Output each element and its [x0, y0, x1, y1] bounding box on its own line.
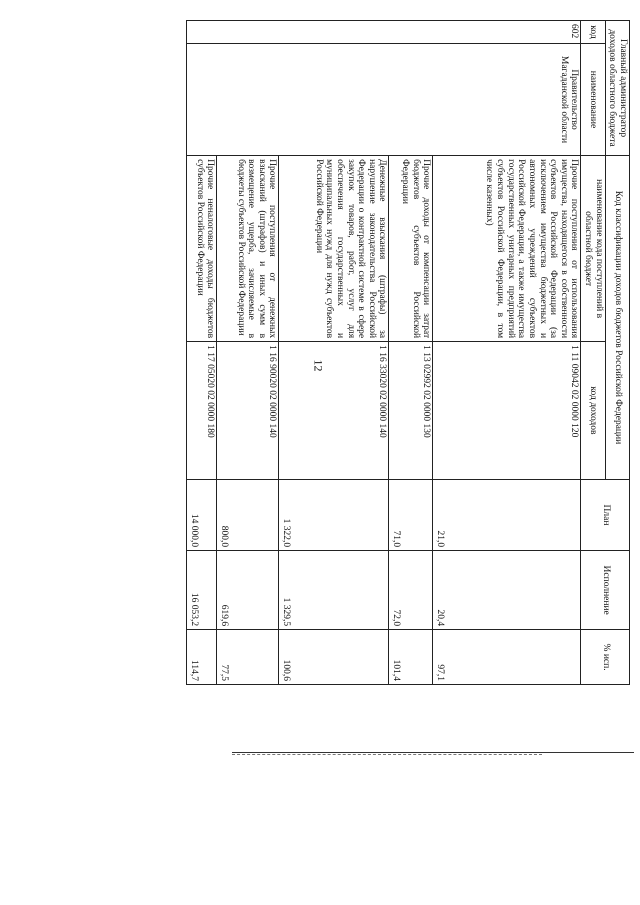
- percent-value: 101,4: [389, 630, 433, 685]
- header-income-code: код доходов: [581, 342, 605, 480]
- header-percent: % исп.: [581, 630, 630, 685]
- revenue-table: [187, 20, 631, 685]
- bottom-rule-faint: [232, 754, 542, 755]
- header-income-name: наименование кода поступлений в областной бюджет: [581, 156, 605, 342]
- percent-value: 77,5: [217, 630, 279, 685]
- percent-value: 114,7: [187, 630, 217, 685]
- income-name: Прочие неналоговые доходы бюджетов субъектов Российской Федерации: [187, 156, 217, 342]
- table-row: [433, 21, 581, 685]
- header-name: наименование: [581, 43, 605, 155]
- execution-value: 72,0: [389, 551, 433, 630]
- income-name: Прочие поступления от денежных взысканий (штрафов) и иных сумм в возмещение ущерба, зачисляемые в бюджеты субъектов Российской Федерации: [217, 156, 279, 342]
- header-row-top: [605, 21, 629, 685]
- income-code: 1 17 05020 02 0000 180: [187, 342, 217, 480]
- execution-value: 619,6: [217, 551, 279, 630]
- execution-value: 1 329,5: [279, 551, 389, 630]
- percent-value: 100,6: [279, 630, 389, 685]
- income-name: Прочие доходы от компенсации затрат бюджетов субъектов Российской Федерации: [389, 156, 433, 342]
- rotated-page-content: [100, 20, 630, 685]
- header-code: код: [581, 21, 605, 44]
- income-name: Денежные взыскания (штрафы) за нарушение законодательства Российской Федерации о контрактной системе в сфере закупок товаров, работ, услуг для обеспечения государственных и муниципальных нужд для нужд субъектов Российской Федерации: [279, 156, 389, 342]
- percent-value: 97,1: [433, 630, 581, 685]
- income-code: 1 16 90020 02 0000 140: [217, 342, 279, 480]
- bottom-rule: [232, 752, 634, 753]
- plan-value: 14 000,0: [187, 479, 217, 550]
- plan-value: 800,0: [217, 479, 279, 550]
- header-admin-group: Главный администратор доходов областного бюджета: [605, 21, 629, 156]
- plan-value: 21,0: [433, 479, 581, 550]
- page-number: 12: [311, 359, 326, 372]
- execution-value: 20,4: [433, 551, 581, 630]
- execution-value: 16 053,2: [187, 551, 217, 630]
- header-execution: Исполнение: [581, 551, 630, 630]
- income-code: 1 16 33020 02 0000 140: [279, 342, 389, 480]
- plan-value: 1 322,0: [279, 479, 389, 550]
- admin-code: 602: [187, 21, 581, 44]
- income-code: 1 11 09042 02 0000 120: [433, 342, 581, 480]
- header-kbk-group: Код классификации доходов бюджетов Российской Федерации: [605, 156, 629, 480]
- header-plan: План: [581, 479, 630, 550]
- income-name: Прочие поступления от использования имущества, находящегося в собственности субъектов Российской Федерации (за исключением имущества бюджетных и автономных учреждений субъектов Российской Федерации, а также имущества государственных унитарных предприятий субъектов Российской Федерации, в том числе казенных): [433, 156, 581, 342]
- plan-value: 71,0: [389, 479, 433, 550]
- admin-name: Правительство Магаданской области: [187, 43, 581, 155]
- income-code: 1 13 02992 02 0000 130: [389, 342, 433, 480]
